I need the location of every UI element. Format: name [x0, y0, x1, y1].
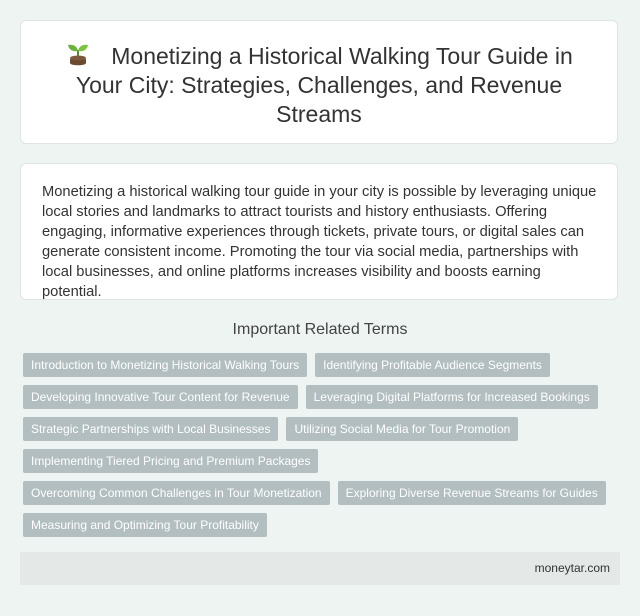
tag-profitability[interactable]: Measuring and Optimizing Tour Profitability — [23, 513, 267, 537]
related-terms-list — [23, 353, 623, 545]
tag-introduction[interactable]: Introduction to Monetizing Historical Walking Tours — [23, 353, 307, 377]
tag-row — [23, 385, 623, 409]
tag-row — [23, 353, 623, 377]
tag-challenges[interactable]: Overcoming Common Challenges in Tour Monetization — [23, 481, 330, 505]
tag-digital-platforms[interactable]: Leveraging Digital Platforms for Increased Bookings — [306, 385, 598, 409]
tag-row — [23, 481, 623, 505]
tag-partnerships[interactable]: Strategic Partnerships with Local Businesses — [23, 417, 278, 441]
footer-site-link[interactable]: moneytar.com — [534, 561, 610, 575]
title-card — [20, 20, 618, 144]
summary-card — [20, 163, 618, 300]
page-title: Monetizing a Historical Walking Tour Guide in Your City: Strategies, Challenges, and Revenue Streams — [51, 41, 587, 129]
tag-tour-content[interactable]: Developing Innovative Tour Content for Revenue — [23, 385, 298, 409]
tag-row — [23, 513, 623, 537]
footer — [20, 552, 620, 585]
tag-revenue-streams[interactable]: Exploring Diverse Revenue Streams for Guides — [338, 481, 606, 505]
tag-audience-segments[interactable]: Identifying Profitable Audience Segments — [315, 353, 550, 377]
sprout-icon — [65, 41, 91, 67]
tag-row — [23, 449, 623, 473]
tag-row — [23, 417, 623, 441]
tag-tiered-pricing[interactable]: Implementing Tiered Pricing and Premium Packages — [23, 449, 318, 473]
summary-text: Monetizing a historical walking tour guide in your city is possible by leveraging unique local stories and landmarks to attract tourists and history enthusiasts. Offering engaging, informative experiences through tickets, private tours, or digital sales can generate consistent income. Promoting the tour via social media, partnerships with local businesses, and online platforms increases visibility and boosts earning potential. — [42, 184, 597, 300]
tag-social-media[interactable]: Utilizing Social Media for Tour Promotion — [286, 417, 518, 441]
related-terms-heading: Important Related Terms — [232, 321, 408, 338]
